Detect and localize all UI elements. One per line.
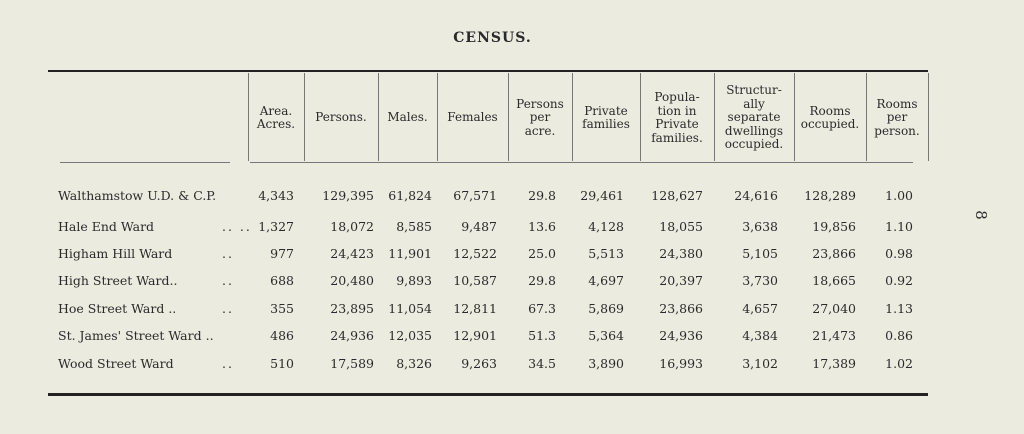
table-cell: 19,856 xyxy=(812,219,856,234)
table-row xyxy=(0,301,1024,321)
table-row xyxy=(0,273,1024,293)
table-cell: 9,263 xyxy=(461,356,497,371)
table-cell: 20,397 xyxy=(659,273,703,288)
row-label: Walthamstow U.D. & C.P. xyxy=(58,188,217,203)
column-header: Rooms occupied. xyxy=(800,103,860,131)
table-cell: 24,936 xyxy=(659,328,703,343)
table-cell: 61,824 xyxy=(388,188,432,203)
table-cell: 11,054 xyxy=(388,301,432,316)
table-cell: 688 xyxy=(270,273,294,288)
table-cell: 9,893 xyxy=(396,273,432,288)
table-cell: 12,035 xyxy=(388,328,432,343)
table-cell: 1.13 xyxy=(885,301,913,316)
table-cell: 20,480 xyxy=(330,273,374,288)
page-title: CENSUS. xyxy=(453,30,532,46)
table-cell: 23,866 xyxy=(659,301,703,316)
table-cell: 1.00 xyxy=(885,188,913,203)
column-header: Popula- tion in Private families. xyxy=(651,90,703,145)
table-cell: 9,487 xyxy=(461,219,497,234)
table-cell: 5,513 xyxy=(588,246,624,261)
row-label: Higham Hill Ward xyxy=(58,246,173,261)
row-leader-dots: .. xyxy=(222,273,234,288)
row-leader-dots: .. xyxy=(222,356,234,371)
row-label: St. James' Street Ward .. xyxy=(58,328,214,343)
table-cell: 34.5 xyxy=(528,356,556,371)
column-header: Area. Acres. xyxy=(256,103,296,131)
table-cell: 4,343 xyxy=(258,188,294,203)
table-cell: 21,473 xyxy=(812,328,856,343)
table-cell: 5,364 xyxy=(588,328,624,343)
table-cell: 1.02 xyxy=(885,356,913,371)
table-cell: 0.86 xyxy=(885,328,913,343)
table-cell: 23,895 xyxy=(330,301,374,316)
table-row xyxy=(0,356,1024,376)
table-cell: 17,389 xyxy=(812,356,856,371)
table-cell: 0.98 xyxy=(885,246,913,261)
table-bottom-rule xyxy=(48,393,928,396)
column-divider xyxy=(928,73,929,161)
row-leader-dots: .. xyxy=(222,246,234,261)
table-cell: 3,730 xyxy=(742,273,778,288)
table-cell: 8,326 xyxy=(396,356,432,371)
column-header: Structur- ally separate dwellings occupied. xyxy=(724,83,784,152)
row-label: High Street Ward.. xyxy=(58,273,178,288)
table-cell: 4,384 xyxy=(742,328,778,343)
header-underline xyxy=(60,162,230,163)
table-cell: 4,657 xyxy=(742,301,778,316)
table-cell: 8,585 xyxy=(396,219,432,234)
table-cell: 10,587 xyxy=(453,273,497,288)
table-cell: 510 xyxy=(270,356,294,371)
page-number: 8 xyxy=(971,210,990,220)
row-label: Wood Street Ward xyxy=(58,356,174,371)
table-cell: 24,423 xyxy=(330,246,374,261)
table-cell: 67,571 xyxy=(453,188,497,203)
table-cell: 977 xyxy=(270,246,294,261)
table-cell: 1,327 xyxy=(258,219,294,234)
row-leader-dots: .. xyxy=(222,301,234,316)
column-header: Private families xyxy=(582,103,630,131)
table-cell: 129,395 xyxy=(322,188,374,203)
table-cell: 67.3 xyxy=(528,301,556,316)
column-header: Persons. xyxy=(315,110,367,125)
table-row xyxy=(0,188,1024,208)
table-cell: 0.92 xyxy=(885,273,913,288)
table-cell: 25.0 xyxy=(528,246,556,261)
table-cell: 5,105 xyxy=(742,246,778,261)
table-cell: 29.8 xyxy=(528,188,556,203)
table-cell: 1.10 xyxy=(885,219,913,234)
table-row xyxy=(0,328,1024,348)
table-cell: 29.8 xyxy=(528,273,556,288)
table-cell: 29,461 xyxy=(580,188,624,203)
table-top-rule xyxy=(48,70,928,72)
table-cell: 12,811 xyxy=(453,301,497,316)
table-row xyxy=(0,246,1024,266)
table-cell: 128,289 xyxy=(804,188,856,203)
table-cell: 3,102 xyxy=(742,356,778,371)
table-cell: 27,040 xyxy=(812,301,856,316)
row-label: Hoe Street Ward .. xyxy=(58,301,177,316)
table-cell: 11,901 xyxy=(388,246,432,261)
table-cell: 13.6 xyxy=(528,219,556,234)
header-underline xyxy=(250,162,913,163)
column-header: Males. xyxy=(387,110,428,125)
table-cell: 12,522 xyxy=(453,246,497,261)
table-cell: 3,638 xyxy=(742,219,778,234)
table-cell: 51.3 xyxy=(528,328,556,343)
table-cell: 17,589 xyxy=(330,356,374,371)
column-header: Persons per acre. xyxy=(516,96,564,138)
table-cell: 16,993 xyxy=(659,356,703,371)
row-label: Hale End Ward xyxy=(58,219,155,234)
table-cell: 128,627 xyxy=(651,188,703,203)
table-cell: 18,055 xyxy=(659,219,703,234)
table-cell: 23,866 xyxy=(812,246,856,261)
table-cell: 486 xyxy=(270,328,294,343)
table-cell: 4,697 xyxy=(588,273,624,288)
table-cell: 4,128 xyxy=(588,219,624,234)
table-cell: 18,665 xyxy=(812,273,856,288)
table-cell: 12,901 xyxy=(453,328,497,343)
table-cell: 3,890 xyxy=(588,356,624,371)
column-header: Rooms per person. xyxy=(874,96,920,138)
column-header: Females xyxy=(447,110,498,125)
table-cell: 24,616 xyxy=(734,188,778,203)
table-cell: 5,869 xyxy=(588,301,624,316)
table-cell: 355 xyxy=(270,301,294,316)
row-leader-dots: .. .. xyxy=(222,219,252,234)
table-row xyxy=(0,219,1024,239)
table-cell: 18,072 xyxy=(330,219,374,234)
table-cell: 24,936 xyxy=(330,328,374,343)
table-cell: 24,380 xyxy=(659,246,703,261)
